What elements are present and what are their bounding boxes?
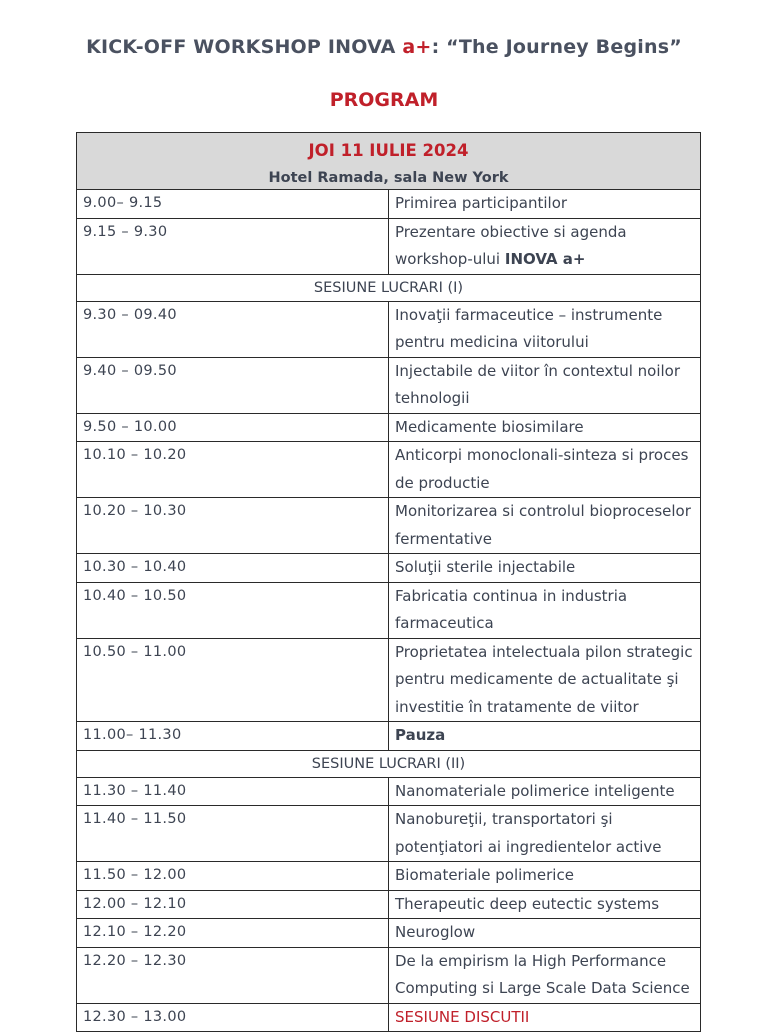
table-row [77, 722, 701, 751]
activity-text: Monitorizarea si controlul bioproceselor fermentative [395, 502, 691, 548]
activity-cell [389, 582, 701, 638]
activity-text: Neuroglow [395, 923, 476, 941]
session-row [77, 274, 701, 301]
activity-text: Pauza [395, 726, 446, 744]
activity-bold-text: INOVA a+ [504, 250, 586, 268]
table-row [77, 1003, 701, 1032]
table-row [77, 301, 701, 357]
time-slot: 12.30 – 13.00 [77, 1003, 389, 1032]
activity-text: Prezentare obiective si agenda workshop-ului [395, 222, 627, 268]
time-slot: 9.30 – 09.40 [77, 301, 389, 357]
program-table [76, 132, 701, 1032]
table-row [77, 442, 701, 498]
activity-cell [389, 301, 701, 357]
activity-cell [389, 890, 701, 919]
activity-text: Proprietatea intelectuala pilon strategic pentru medicamente de actualitate şi investitie în tratamente de viitor [395, 642, 693, 716]
time-slot: 10.10 – 10.20 [77, 442, 389, 498]
activity-text: Biomateriale polimerice [395, 866, 574, 884]
activity-cell [389, 806, 701, 862]
time-slot: 10.50 – 11.00 [77, 638, 389, 722]
table-row [77, 218, 701, 274]
activity-text: Fabricatia continua in industria farmaceutica [395, 586, 628, 632]
activity-cell [389, 442, 701, 498]
time-slot: 10.20 – 10.30 [77, 498, 389, 554]
activity-text: SESIUNE DISCUTII [395, 1007, 530, 1026]
activity-cell [389, 357, 701, 413]
activity-cell [389, 638, 701, 722]
activity-cell [389, 498, 701, 554]
event-date: JOI 11 IULIE 2024 [308, 141, 469, 160]
activity-cell [389, 777, 701, 806]
time-slot: 10.30 – 10.40 [77, 554, 389, 583]
document-title [0, 36, 768, 58]
activity-cell [389, 218, 701, 274]
table-row [77, 357, 701, 413]
table-row [77, 190, 701, 219]
table-row [77, 554, 701, 583]
activity-cell [389, 947, 701, 1003]
activity-text: Nanomateriale polimerice inteligente [395, 781, 675, 800]
activity-cell [389, 862, 701, 891]
time-slot: 11.30 – 11.40 [77, 777, 389, 806]
activity-cell [389, 722, 701, 751]
table-row [77, 582, 701, 638]
activity-text: De la empirism la High Performance Computing si Large Scale Data Science [395, 951, 690, 997]
session-title: SESIUNE LUCRARI (II) [77, 750, 701, 777]
table-header-row [77, 133, 701, 190]
title-accent: a+ [402, 36, 432, 58]
table-row [77, 890, 701, 919]
table-row [77, 413, 701, 442]
session-row [77, 750, 701, 777]
activity-cell [389, 919, 701, 948]
time-slot: 11.40 – 11.50 [77, 806, 389, 862]
activity-cell [389, 1003, 701, 1032]
activity-cell [389, 554, 701, 583]
session-title: SESIUNE LUCRARI (I) [77, 274, 701, 301]
time-slot: 9.00– 9.15 [77, 190, 389, 219]
activity-text: Inovaţii farmaceutice – instrumente pentru medicina viitorului [395, 305, 663, 351]
activity-text: Primirea participantilor [395, 194, 568, 212]
activity-text: Injectabile de viitor în contextul noilor tehnologii [395, 361, 681, 407]
time-slot: 11.00– 11.30 [77, 722, 389, 751]
time-slot: 9.15 – 9.30 [77, 218, 389, 274]
table-row [77, 862, 701, 891]
activity-text: Therapeutic deep eutectic systems [395, 894, 660, 913]
time-slot: 9.50 – 10.00 [77, 413, 389, 442]
event-venue: Hotel Ramada, sala New York [268, 170, 509, 186]
table-row [77, 638, 701, 722]
time-slot: 12.10 – 12.20 [77, 919, 389, 948]
activity-text: Medicamente biosimilare [395, 417, 584, 436]
time-slot: 12.00 – 12.10 [77, 890, 389, 919]
activity-text: Nanobureţii, transportatori şi potenţiatori ai ingredientelor active [395, 810, 662, 856]
title-prefix: KICK-OFF WORKSHOP INOVA [86, 36, 403, 58]
table-row [77, 947, 701, 1003]
activity-cell [389, 413, 701, 442]
time-slot: 11.50 – 12.00 [77, 862, 389, 891]
time-slot: 12.20 – 12.30 [77, 947, 389, 1003]
table-row [77, 919, 701, 948]
activity-text: Soluţii sterile injectabile [395, 558, 576, 576]
time-slot: 9.40 – 09.50 [77, 357, 389, 413]
table-row [77, 498, 701, 554]
time-slot: 10.40 – 10.50 [77, 582, 389, 638]
table-row [77, 806, 701, 862]
table-header-cell [77, 133, 701, 190]
activity-text: Anticorpi monoclonali-sinteza si proces de productie [395, 446, 689, 492]
activity-cell [389, 190, 701, 219]
title-suffix: : “The Journey Begins” [431, 36, 682, 58]
program-heading: PROGRAM [329, 89, 439, 111]
table-row [77, 777, 701, 806]
